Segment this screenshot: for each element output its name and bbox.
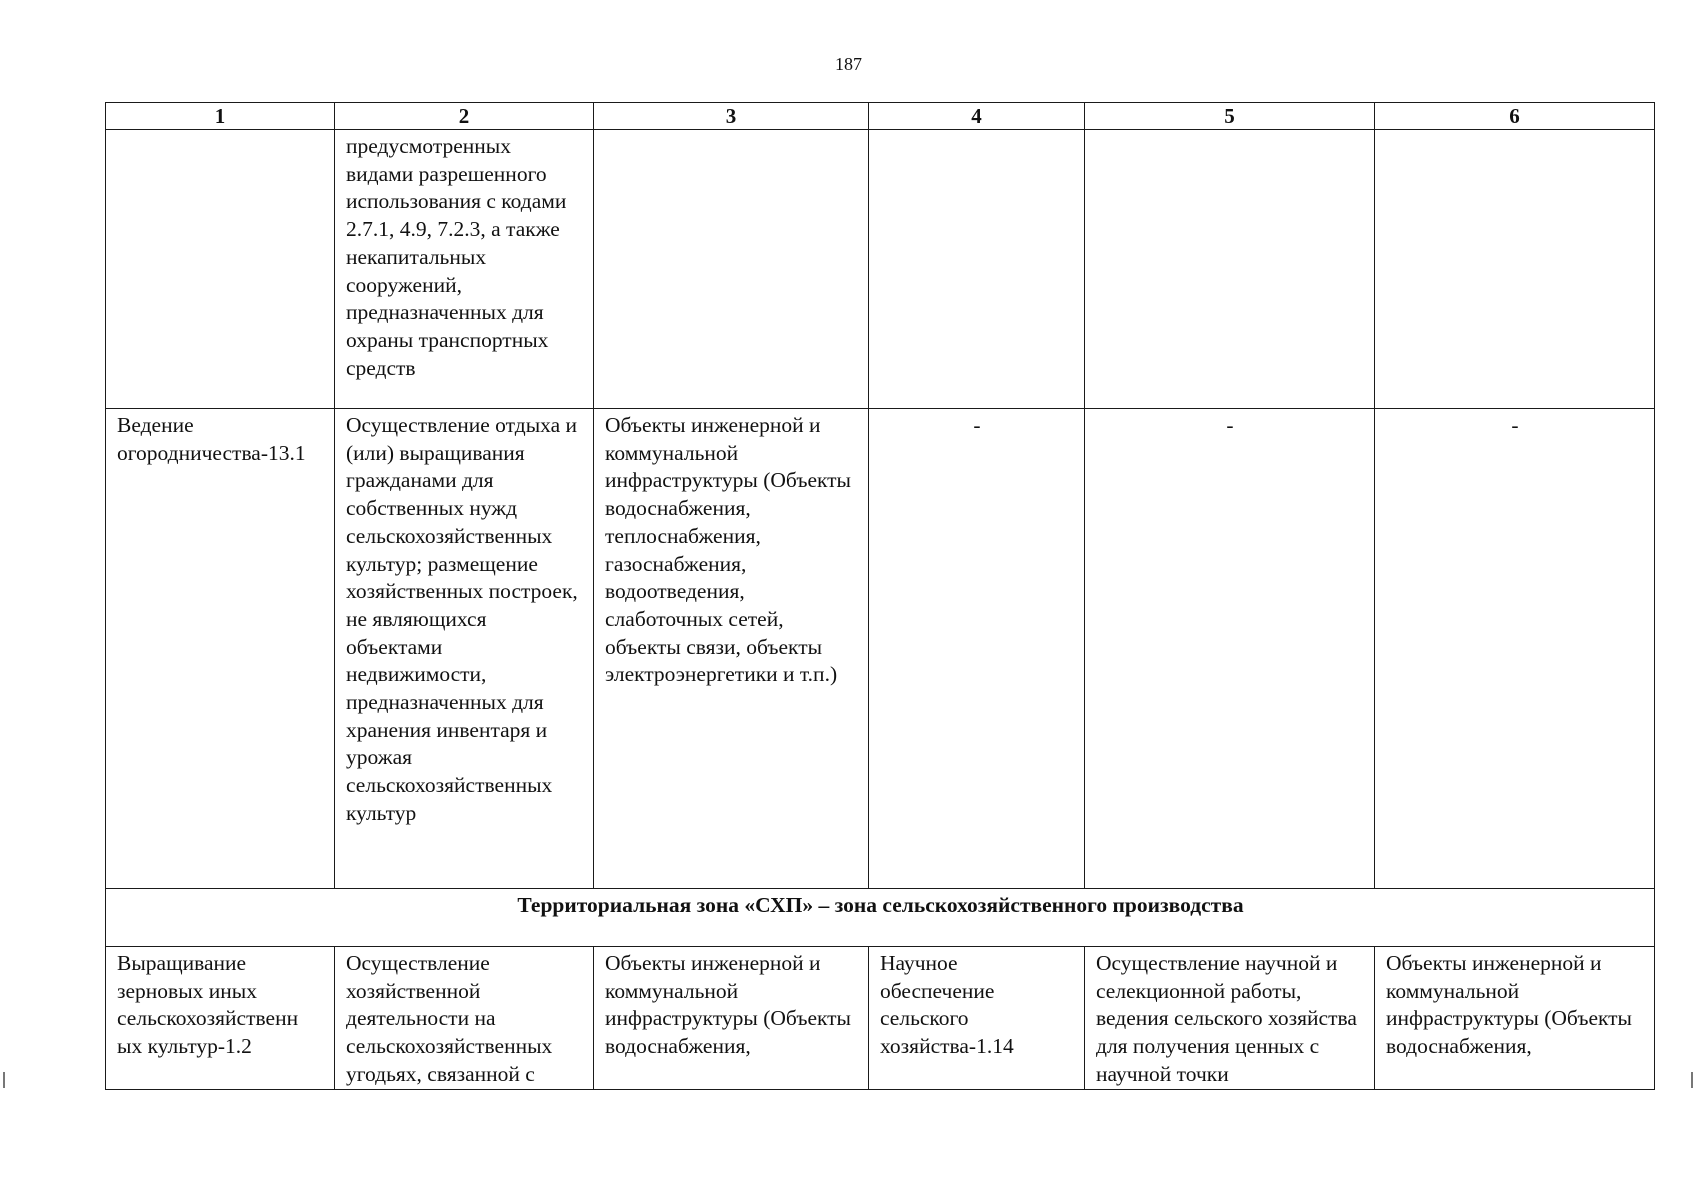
scan-edge-mark (3, 1072, 5, 1088)
zone-heading: Территориальная зона «СХП» – зона сельскохозяйственного производства (106, 889, 1655, 947)
table-cell (1085, 130, 1375, 409)
table-cell: - (869, 409, 1085, 889)
table-cell: Осуществление научной и селекционной работы, ведения сельского хозяйства для получения ценных с научной точки (1085, 947, 1375, 1090)
table-cell: Ведение огородничества-13.1 (106, 409, 335, 889)
table-cell: Осуществление отдыха и (или) выращивания гражданами для собственных нужд сельскохозяйственных культур; размещение хозяйственных построек, не являющихся объектами недвижимости, предназначенных для хранения инвентаря и урожая сельскохозяйственных культур (335, 409, 594, 889)
page-number: 187 (835, 54, 862, 74)
column-header: 4 (869, 103, 1085, 130)
column-header: 1 (106, 103, 335, 130)
table-row (106, 130, 1655, 409)
scan-edge-mark (1691, 1072, 1693, 1088)
column-header: 6 (1375, 103, 1655, 130)
table-cell: Осуществление хозяйственной деятельности на сельскохозяйственных угодьях, связанной с (335, 947, 594, 1090)
table-cell: Объекты инженерной и коммунальной инфраструктуры (Объекты водоснабжения, (594, 947, 869, 1090)
table-cell (106, 130, 335, 409)
column-header: 3 (594, 103, 869, 130)
table-cell: Научное обеспечение сельского хозяйства-1.14 (869, 947, 1085, 1090)
table-cell: Объекты инженерной и коммунальной инфраструктуры (Объекты водоснабжения, (1375, 947, 1655, 1090)
column-header: 5 (1085, 103, 1375, 130)
table-header-row (106, 103, 1655, 130)
table-cell: - (1375, 409, 1655, 889)
table-row (106, 409, 1655, 889)
zoning-table (105, 102, 1655, 1090)
table-cell (869, 130, 1085, 409)
table-cell: предусмотренных видами разрешенного использования с кодами 2.7.1, 4.9, 7.2.3, а также некапитальных сооружений, предназначенных для охраны транспортных средств (335, 130, 594, 409)
table-cell (1375, 130, 1655, 409)
table-cell: Объекты инженерной и коммунальной инфраструктуры (Объекты водоснабжения, теплоснабжения, газоснабжения, водоотведения, слаботочных сетей, объекты связи, объекты электроэнергетики и т.п.) (594, 409, 869, 889)
table-cell: - (1085, 409, 1375, 889)
table-cell (594, 130, 869, 409)
column-header: 2 (335, 103, 594, 130)
zone-heading-row (106, 889, 1655, 947)
table-row (106, 947, 1655, 1090)
table-cell: Выращивание зерновых иных сельскохозяйственн ых культур-1.2 (106, 947, 335, 1090)
